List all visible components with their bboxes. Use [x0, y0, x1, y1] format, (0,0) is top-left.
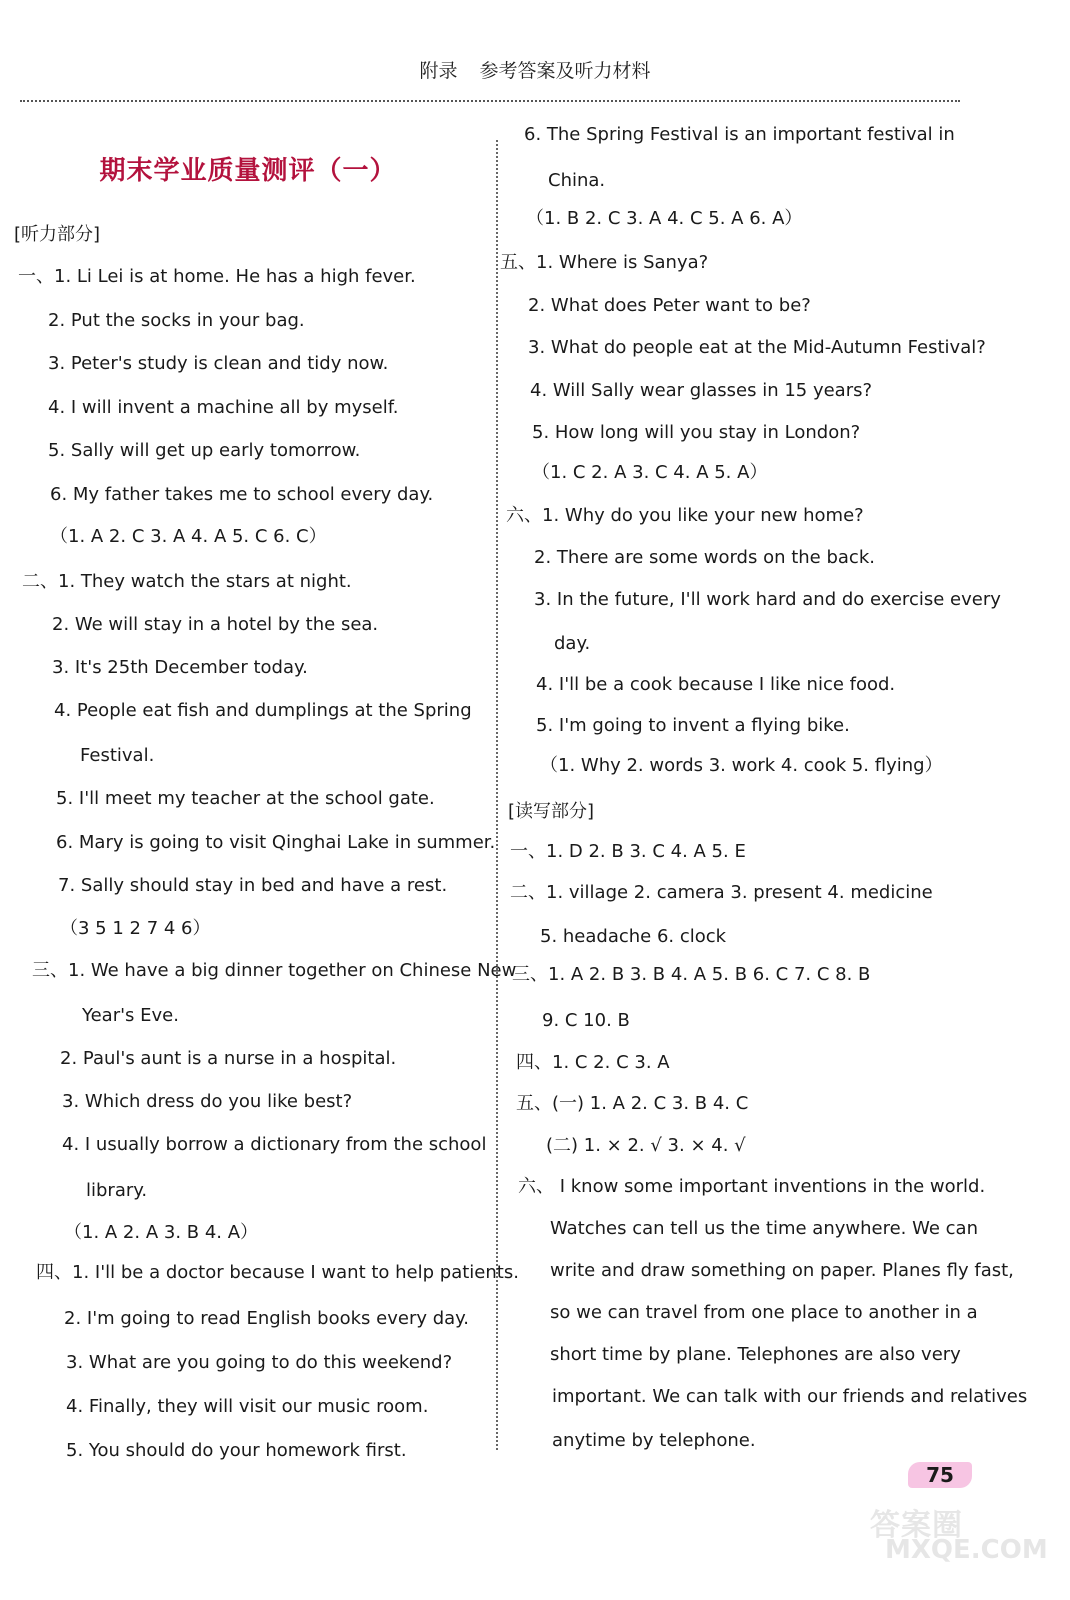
right-line: China. [548, 170, 606, 191]
right-line: day. [554, 633, 591, 654]
left-line: 5. I'll meet my teacher at the school gate. [56, 788, 435, 809]
header-appendix: 附录 [419, 60, 458, 82]
left-line: 2. Put the socks in your bag. [48, 310, 305, 331]
right-line: 6. The Spring Festival is an important festival in [524, 124, 955, 145]
left-line: 6. My father takes me to school every day. [50, 484, 434, 505]
left-line: Year's Eve. [82, 1005, 179, 1026]
left-line: 2. Paul's aunt is a nurse in a hospital. [60, 1048, 397, 1069]
left-line: 2. I'm going to read English books every day. [64, 1308, 469, 1329]
right-line: 六、1. Why do you like your new home? [506, 505, 864, 526]
right-line: （1. B 2. C 3. A 4. C 5. A 6. A） [526, 208, 803, 229]
right-line: 3. What do people eat at the Mid-Autumn Festival? [528, 337, 986, 358]
right-line: 4. I'll be a cook because I like nice food. [536, 674, 896, 695]
page-number: 75 [908, 1462, 972, 1488]
right-line: 六、 I know some important inventions in the world. [518, 1176, 986, 1197]
right-line: 9. C 10. B [542, 1010, 630, 1031]
left-line: 5. Sally will get up early tomorrow. [48, 440, 361, 461]
left-line: 7. Sally should stay in bed and have a rest. [58, 875, 448, 896]
right-line: 三、1. A 2. B 3. B 4. A 5. B 6. C 7. C 8. B [512, 964, 871, 985]
left-line: Festival. [80, 745, 155, 766]
right-line: 5. How long will you stay in London? [532, 422, 861, 443]
left-line: 4. I will invent a machine all by myself. [48, 397, 399, 418]
left-line: 一、1. Li Lei is at home. He has a high fever. [18, 266, 416, 287]
left-line: 3. Peter's study is clean and tidy now. [48, 353, 389, 374]
watermark-logo: 答案圈 [870, 1508, 963, 1543]
left-line: 3. It's 25th December today. [52, 657, 308, 678]
right-line: short time by plane. Telephones are also very [550, 1344, 961, 1365]
left-line: 3. What are you going to do this weekend? [66, 1352, 453, 1373]
right-line: 五、(一) 1. A 2. C 3. B 4. C [516, 1093, 749, 1114]
right-line: 四、1. C 2. C 3. A [516, 1052, 670, 1073]
left-line: 6. Mary is going to visit Qinghai Lake in summer. [56, 832, 496, 853]
right-line: anytime by telephone. [552, 1430, 756, 1451]
left-line: （1. A 2. C 3. A 4. A 5. C 6. C） [50, 526, 327, 547]
page-header [0, 56, 1070, 83]
right-line: 一、1. D 2. B 3. C 4. A 5. E [510, 841, 746, 862]
header-divider [20, 100, 960, 102]
left-line: 四、1. I'll be a doctor because I want to help patients. [36, 1262, 519, 1283]
right-line: 5. I'm going to invent a flying bike. [536, 715, 850, 736]
right-line: 5. headache 6. clock [540, 926, 727, 947]
left-line: [听力部分] [14, 224, 101, 245]
right-line: 五、1. Where is Sanya? [500, 252, 709, 273]
right-line: 3. In the future, I'll work hard and do exercise every [534, 589, 1001, 610]
right-line: Watches can tell us the time anywhere. We can [550, 1218, 978, 1239]
column-divider [496, 140, 498, 1450]
page-title: 期末学业质量测评（一） [99, 156, 397, 186]
right-line: write and draw something on paper. Planes fly fast, [550, 1260, 1014, 1281]
left-line: （3 5 1 2 7 4 6） [60, 918, 211, 939]
left-line: 2. We will stay in a hotel by the sea. [52, 614, 379, 635]
left-line: 3. Which dress do you like best? [62, 1091, 353, 1112]
left-line: 4. People eat fish and dumplings at the Spring [54, 700, 472, 721]
watermark-url: MXQE.COM [885, 1535, 1048, 1565]
left-line: library. [86, 1180, 148, 1201]
right-line: [读写部分] [508, 801, 595, 822]
left-line: 5. You should do your homework first. [66, 1440, 407, 1461]
left-line: 4. I usually borrow a dictionary from the school [62, 1134, 487, 1155]
left-line: 三、1. We have a big dinner together on Chinese New [32, 960, 517, 981]
right-line: 4. Will Sally wear glasses in 15 years? [530, 380, 873, 401]
right-line: so we can travel from one place to another in a [550, 1302, 978, 1323]
left-line: 4. Finally, they will visit our music room. [66, 1396, 429, 1417]
header-subtitle: 参考答案及听力材料 [479, 60, 651, 82]
right-line: (二) 1. × 2. √ 3. × 4. √ [546, 1135, 746, 1156]
right-line: important. We can talk with our friends and relatives [552, 1386, 1028, 1407]
right-line: （1. Why 2. words 3. work 4. cook 5. flying） [540, 755, 943, 776]
left-line: 二、1. They watch the stars at night. [22, 571, 352, 592]
right-line: 二、1. village 2. camera 3. present 4. medicine [510, 882, 933, 903]
right-line: 2. What does Peter want to be? [528, 295, 811, 316]
right-line: 2. There are some words on the back. [534, 547, 875, 568]
left-line: （1. A 2. A 3. B 4. A） [64, 1222, 259, 1243]
right-line: （1. C 2. A 3. C 4. A 5. A） [532, 462, 768, 483]
